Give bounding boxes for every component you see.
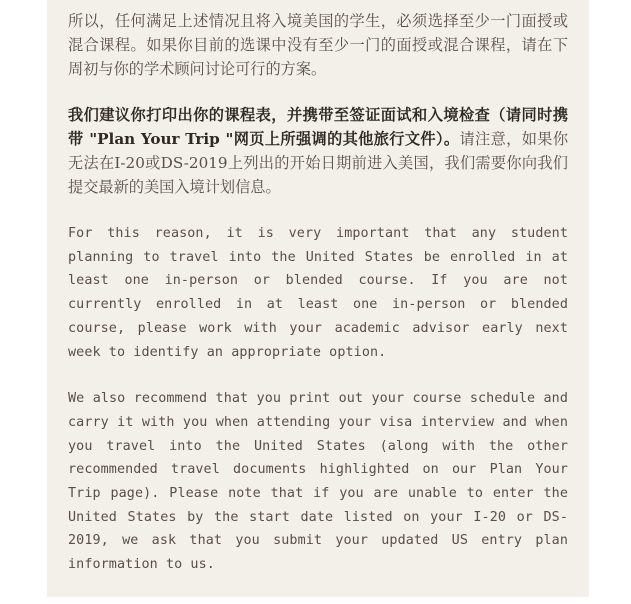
emphasis-recommendation: 我们建议你打印出你的课程表，并携带至签证面试和入境检查（请同时携带 "Plan Your Trip "网页上所强调的其他旅行文件）。: [68, 106, 568, 148]
paragraph-english-2: We also recommend that you print out your course schedule and carry it with you when attending your visa interview and when you travel into the United States (along with the other recommended travel documents highlighted on our Plan Your Trip page). Please note that if you are unable to enter the United States by the start date listed on your I-20 or DS-2019, we ask that you submit your updated US entry plan information to us.: [68, 391, 568, 573]
paragraph-spacer: [68, 364, 568, 387]
paragraph-english-1: For this reason, it is very important that any student planning to travel into the United States be enrolled in at least one in-person or blended course. If you are not currently enrolled in at least one in-person or blended course, please work with your academic advisor early next week to identify an appropriate option.: [68, 226, 568, 360]
notice-panel: [47, 0, 589, 597]
paragraph-chinese-1: 所以，任何满足上述情况且将入境美国的学生，必须选择至少一门面授或混合课程。如果你目前的选课中没有至少一门的面授或混合课程，请在下周初与你的学术顾问讨论可行的方案。: [68, 12, 568, 78]
paragraph-chinese-2-rest: 请注意，如果你无法在I-20或DS-2019上列出的开始日期前进入美国，我们需要你向我们提交最新的美国入境计划信息。: [68, 130, 569, 196]
paragraph-spacer: [68, 199, 568, 222]
paragraph-spacer: [68, 81, 568, 103]
paragraph-chinese-2: [68, 103, 568, 199]
